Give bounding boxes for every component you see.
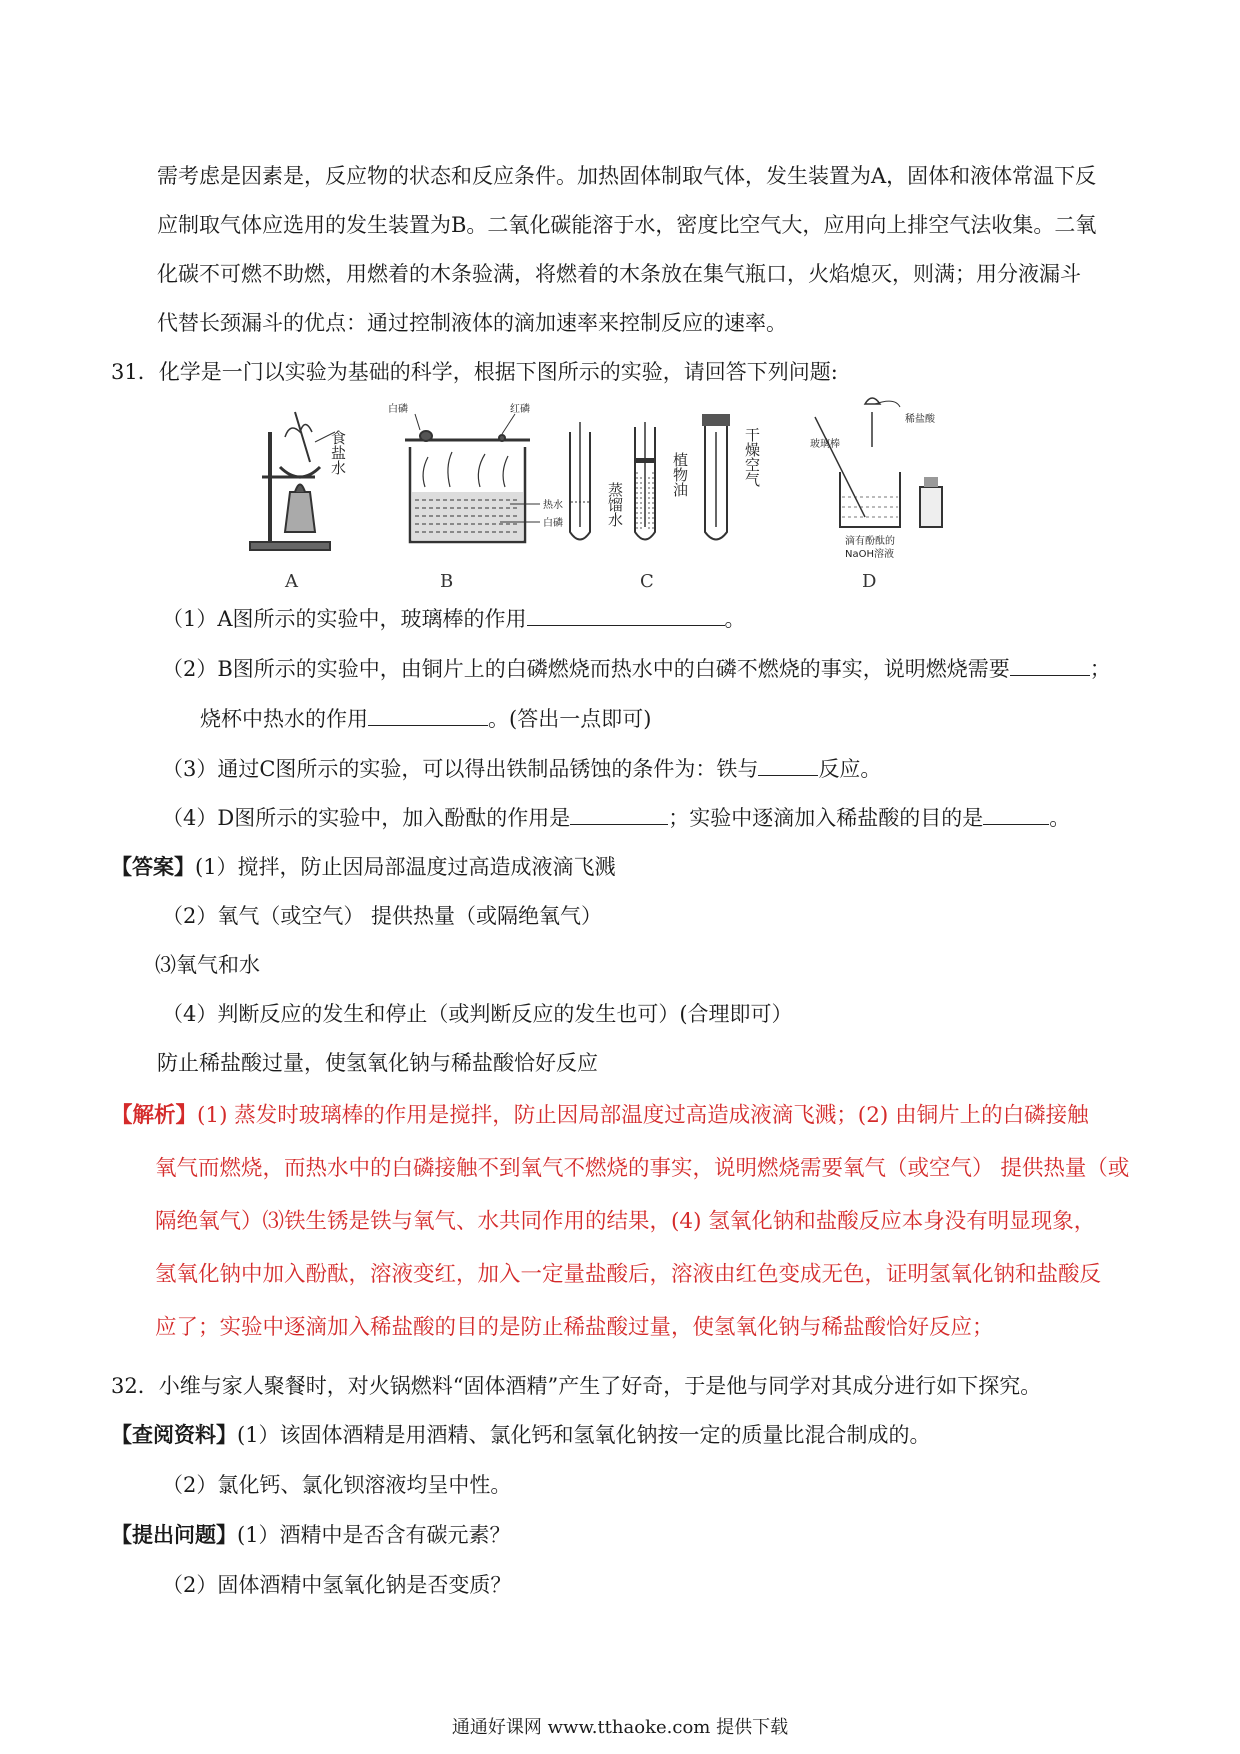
q31-sub-3-text: （3）通过C图所示的实验，可以得出铁制品锈蚀的条件为：铁与 — [162, 757, 759, 781]
answer-line-1 — [111, 851, 616, 881]
answer-blank[interactable] — [983, 823, 1049, 825]
analysis-line-2: 氧气而燃烧，而热水中的白磷接触不到氧气不燃烧的事实，说明燃烧需要氧气（或空气） 提供热量（或 — [155, 1156, 1130, 1181]
q31-sub-1-end: 。 — [724, 607, 746, 631]
figure-d — [810, 398, 942, 560]
q32-ask-1 — [111, 1519, 511, 1549]
fig-d-text-phenol: 滴有酚酞的 — [845, 536, 895, 547]
fig-a-text: 食盐水 — [329, 430, 347, 475]
fig-label-a: A — [285, 571, 298, 592]
q32-ref-1-text: (1）该固体酒精是用酒精、氯化钙和氢氧化钠按一定的质量比混合制成的。 — [237, 1423, 931, 1447]
figure-a — [250, 412, 347, 550]
fig-d-text-rod: 玻璃棒 — [810, 439, 840, 450]
fig-d-text-hcl: 稀盐酸 — [905, 414, 935, 425]
figure-c — [570, 414, 761, 540]
q31-sub-4-end: 。 — [1049, 806, 1071, 830]
q31-sub-2b — [200, 703, 651, 733]
fig-label-d: D — [862, 571, 877, 592]
intro-line-2: 应制取气体应选用的发生装置为B。二氧化碳能溶于水，密度比空气大，应用向上排空气法收集。二氧 — [157, 213, 1097, 237]
fig-b-text-white-p: 白磷 — [388, 404, 408, 415]
intro-line-3: 化碳不可燃不助燃，用燃着的木条验满，将燃着的木条放在集气瓶口，火焰熄灭，则满；用分液漏斗 — [157, 262, 1081, 286]
q31-figure — [240, 392, 1020, 592]
intro-line-4: 代替长颈漏斗的优点：通过控制液体的滴加速率来控制反应的速率。 — [157, 311, 787, 335]
answer-blank[interactable] — [570, 823, 668, 825]
figure-b — [388, 402, 563, 542]
answer-line-2: （2）氧气（或空气） 提供热量（或隔绝氧气） — [162, 904, 603, 928]
q31-sub-4-text: （4）D图所示的实验中，加入酚酞的作用是 — [162, 806, 571, 830]
fig-c-text-distilled: 蒸馏水 — [606, 482, 624, 527]
analysis-line-5: 应了；实验中逐滴加入稀盐酸的目的是防止稀盐酸过量，使氢氧化钠与稀盐酸恰好反应； — [155, 1315, 994, 1340]
analysis-line-4: 氢氧化钠中加入酚酞，溶液变红，加入一定量盐酸后，溶液由红色变成无色，证明氢氧化钠和盐酸反 — [155, 1262, 1102, 1287]
fig-b-text-red-p: 红磷 — [510, 404, 530, 415]
q32-ref-2: （2）氯化钙、氯化钡溶液均呈中性。 — [162, 1473, 512, 1497]
intro-line-1: 需考虑是因素是，反应物的状态和反应条件。加热固体制取气体，发生装置为A，固体和液体常温下反 — [157, 164, 1097, 188]
q31-sub-1-text: （1）A图所示的实验中，玻璃棒的作用 — [162, 607, 527, 631]
q31-sub-4-mid: ；实验中逐滴加入稀盐酸的目的是 — [668, 806, 984, 830]
q31-sub-2-end: ； — [1089, 657, 1111, 681]
q31-sub-2-text: （2）B图所示的实验中，由铜片上的白磷燃烧而热水中的白磷不燃烧的事实，说明燃烧需要 — [162, 657, 1010, 681]
answer-blank[interactable] — [1010, 674, 1090, 676]
q31-sub-4 — [162, 802, 1070, 832]
fig-d-text-naoh: NaOH溶液 — [845, 549, 894, 560]
fig-label-c: C — [640, 571, 654, 592]
q32-stem: 32．小维与家人聚餐时，对火锅燃料“固体酒精”产生了好奇，于是他与同学对其成分进行如下探究。 — [111, 1374, 1042, 1398]
q31-sub-1 — [162, 603, 746, 633]
answer-blank[interactable] — [368, 724, 488, 726]
answer-tag: 【答案】 — [111, 854, 195, 879]
q31-sub-2b-text: 烧杯中热水的作用 — [200, 707, 368, 731]
q31-sub-3-end: 反应。 — [818, 757, 882, 781]
answer-blank[interactable] — [527, 624, 725, 626]
answer-line-3: ⑶氧气和水 — [155, 953, 260, 977]
q31-stem: 31．化学是一门以实验为基础的科学，根据下图所示的实验，请回答下列问题: — [111, 360, 838, 384]
analysis-line-3: 隔绝氧气）⑶铁生锈是铁与氧气、水共同作用的结果，(4) 氢氧化钠和盐酸反应本身没有明显现象， — [155, 1209, 1096, 1234]
fig-b-text-white-p-2: 白磷 — [543, 518, 563, 529]
answer-text-1: (1）搅拌，防止因局部温度过高造成液滴飞溅 — [195, 855, 616, 879]
page-footer: 通通好课网 www.tthaoke.com 提供下载 — [451, 1717, 789, 1738]
q32-ref-tag: 【查阅资料】 — [111, 1422, 237, 1447]
q32-ref-1 — [111, 1419, 931, 1449]
analysis-tag: 【解析】 — [111, 1103, 198, 1128]
analysis-text-1: (1) 蒸发时玻璃棒的作用是搅拌，防止因局部温度过高造成液滴飞溅；(2) 由铜片上的白磷接触 — [197, 1103, 1089, 1128]
answer-line-4: （4）判断反应的发生和停止（或判断反应的发生也可）(合理即可） — [162, 1002, 793, 1026]
q31-sub-2b-end: 。(答出一点即可) — [488, 707, 652, 731]
q31-sub-3 — [162, 753, 881, 783]
fig-label-b: B — [440, 571, 454, 592]
q32-ask-tag: 【提出问题】 — [111, 1522, 237, 1547]
q31-sub-2 — [162, 653, 1111, 683]
analysis-line-1 — [111, 1098, 1089, 1129]
fig-b-text-hot-water: 热水 — [543, 500, 563, 511]
fig-c-text-dry-air: 干燥空气 — [743, 427, 761, 487]
fig-c-text-oil: 植物油 — [671, 452, 689, 497]
answer-line-5: 防止稀盐酸过量，使氢氧化钠与稀盐酸恰好反应 — [157, 1051, 598, 1075]
q32-ask-2: （2）固体酒精中氢氧化钠是否变质？ — [162, 1573, 512, 1597]
answer-blank[interactable] — [758, 774, 818, 776]
q32-ask-1-text: (1）酒精中是否含有碳元素？ — [237, 1523, 511, 1547]
